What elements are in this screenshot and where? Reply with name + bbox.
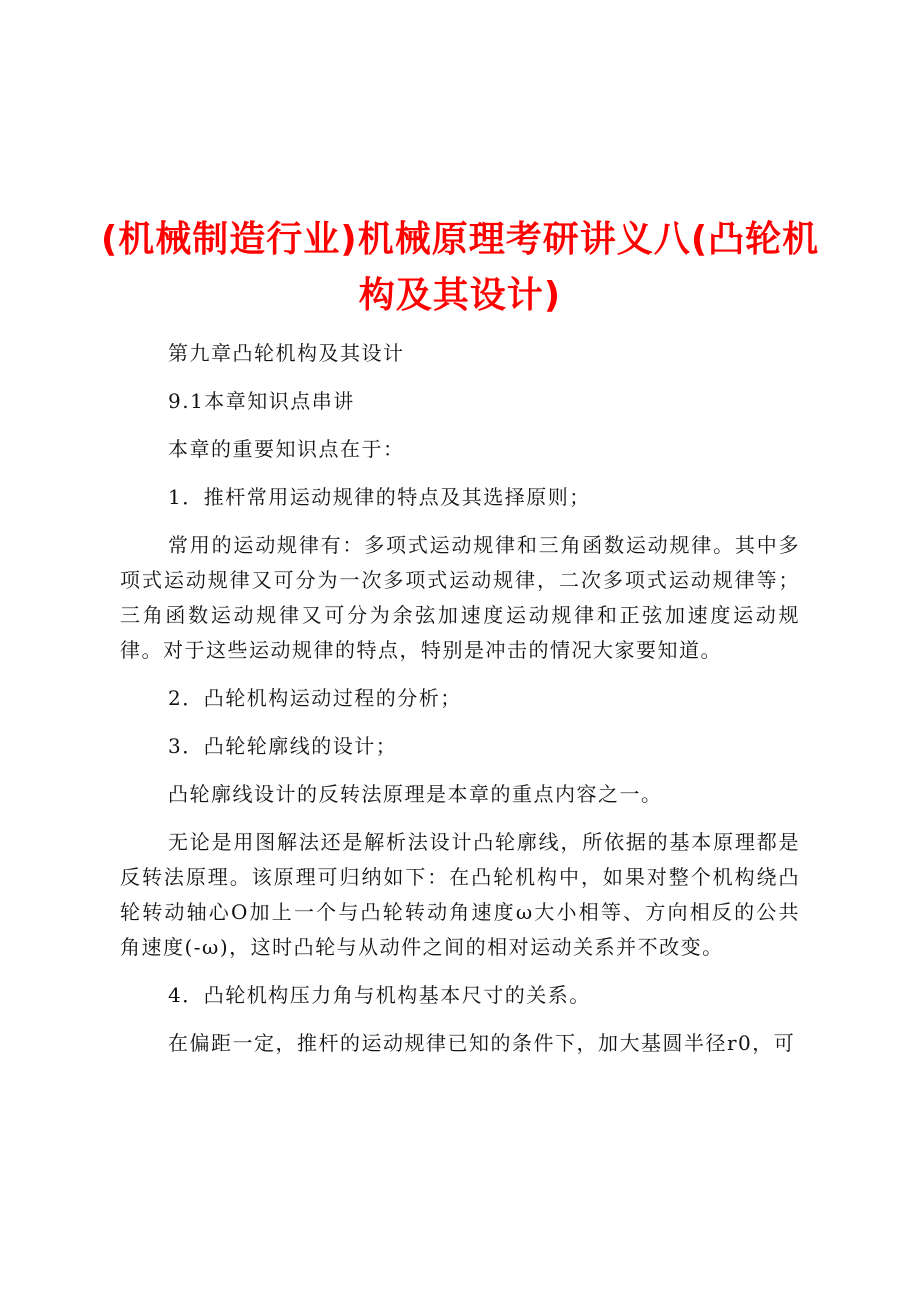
chapter-heading: 第九章凸轮机构及其设计 (168, 341, 405, 365)
paragraph-inversion-principle: 无论是用图解法还是解析法设计凸轮廓线，所依据的基本原理都是反转法原理。该原理可归纳如下：在凸轮机构中，如果对整个机构绕凸轮转动轴心O加上一个与凸轮转动角速度ω大小相等、方向相反的公共角速度(-ω)，这时凸轮与从动件之间的相对运动关系并不改变。 (120, 830, 800, 959)
document-title (70, 212, 850, 324)
paragraph-motion-laws: 常用的运动规律有：多项式运动规律和三角函数运动规律。其中多项式运动规律又可分为一次多项式运动规律，二次多项式运动规律等；三角函数运动规律又可分为余弦加速度运动规律和正弦加速度运动规律。对于这些运动规律的特点，特别是冲击的情况大家要知道。 (120, 533, 800, 662)
title-line-2: 构及其设计) (358, 275, 562, 317)
document-body (120, 336, 800, 1074)
paragraph-base-circle: 在偏距一定，推杆的运动规律已知的条件下，加大基圆半径r0，可 (168, 1031, 796, 1055)
title-line-1: (机械制造行业)机械原理考研讲义八(凸轮机 (100, 219, 820, 261)
point-3: 3．凸轮轮廓线的设计； (168, 734, 398, 758)
section-heading: 9.1本章知识点串讲 (168, 389, 355, 413)
point-4: 4．凸轮机构压力角与机构基本尺寸的关系。 (168, 983, 591, 1007)
paragraph-intro: 本章的重要知识点在于： (168, 437, 405, 461)
paragraph-inversion-key: 凸轮廓线设计的反转法原理是本章的重点内容之一。 (168, 782, 663, 806)
point-2: 2．凸轮机构运动过程的分析； (168, 686, 462, 710)
point-1: 1．推杆常用运动规律的特点及其选择原则； (168, 485, 591, 509)
